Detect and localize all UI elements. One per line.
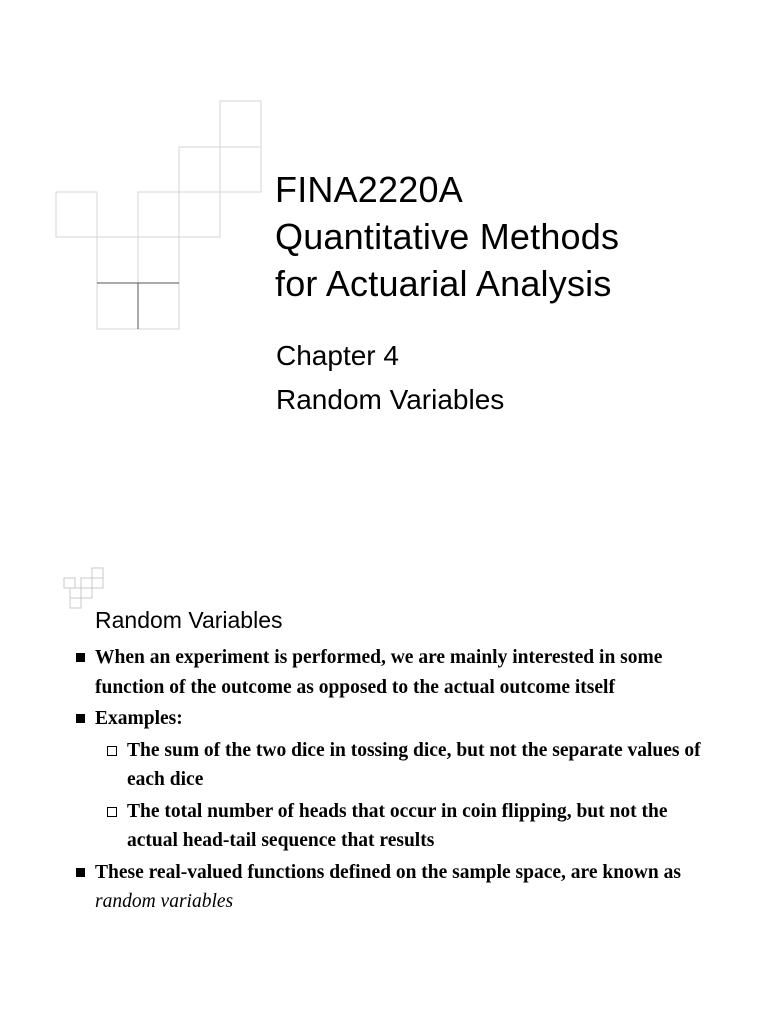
grid-square xyxy=(92,578,103,588)
filled-square-bullet-icon xyxy=(76,714,85,723)
decorative-grid xyxy=(0,0,300,340)
section-heading: Random Variables xyxy=(95,607,283,633)
chapter-title: Random Variables xyxy=(276,384,505,415)
grid-square xyxy=(81,578,92,588)
grid-square xyxy=(220,147,261,192)
bullet-text: These real-valued functions defined on the sample space, are known as xyxy=(95,861,681,883)
grid-square xyxy=(97,283,138,329)
chapter-number: Chapter 4 xyxy=(276,340,399,371)
hollow-square-bullet-icon xyxy=(107,746,117,756)
grid-square xyxy=(97,237,138,283)
bullet-text: Examples: xyxy=(95,708,183,729)
sub-bullet-item xyxy=(76,736,716,795)
grid-square xyxy=(138,283,179,329)
bullet-text: When an experiment is performed, we are mainly interested in some function of the outcome as opposed to the actual outcome itself xyxy=(95,647,663,698)
grid-square xyxy=(56,192,97,237)
course-code: FINA2220A xyxy=(275,169,463,210)
grid-square xyxy=(179,147,220,192)
sub-bullet-text: The total number of heads that occur in coin flipping, but not the actual head-tail sequence that results xyxy=(127,800,668,851)
chapter-block xyxy=(276,334,504,422)
grid-square xyxy=(81,588,92,598)
grid-square xyxy=(138,192,179,237)
title-block xyxy=(275,166,755,307)
grid-square xyxy=(138,237,179,283)
bullet-item xyxy=(76,704,716,734)
filled-square-bullet-icon xyxy=(76,653,85,662)
grid-square xyxy=(92,568,103,578)
course-name-line2: for Actuarial Analysis xyxy=(275,263,612,304)
bullet-emphasis: random variables xyxy=(95,891,234,912)
grid-square xyxy=(220,101,261,147)
bullet-item xyxy=(76,858,716,917)
bullet-list xyxy=(76,643,716,919)
sub-bullet-text: The sum of the two dice in tossing dice, but not the separate values of each dice xyxy=(127,739,701,790)
grid-square xyxy=(179,192,220,237)
filled-square-bullet-icon xyxy=(76,868,85,877)
grid-square xyxy=(64,578,75,588)
grid-square xyxy=(70,598,81,608)
grid-square xyxy=(70,588,81,598)
course-name-line1: Quantitative Methods xyxy=(275,216,620,257)
bullet-item xyxy=(76,643,716,702)
sub-bullet-item xyxy=(76,797,716,856)
hollow-square-bullet-icon xyxy=(107,807,117,817)
